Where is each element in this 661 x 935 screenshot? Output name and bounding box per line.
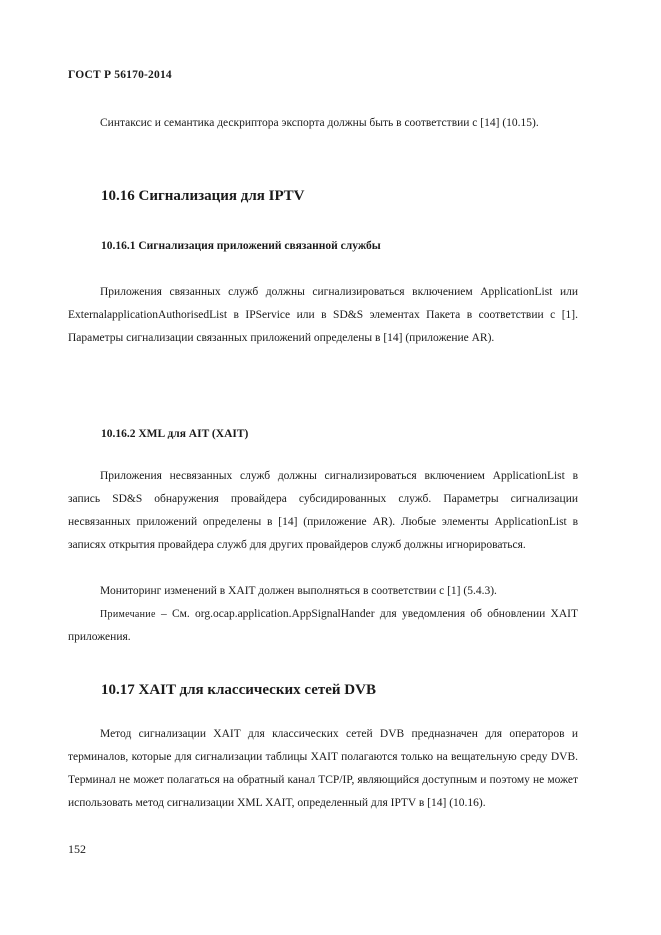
section-10-16-1-paragraph: Приложения связанных служб должны сигнализироваться включением ApplicationList или ExternalapplicationAuthorisedList в IPService или в SD&S элементах Пакета в соответствии с [1]. Параметры сигнализации связанных приложений определены в [14] (приложение AR). bbox=[68, 286, 578, 344]
section-10-17-heading: 10.17 XAIT для классических сетей DVB bbox=[101, 682, 376, 698]
note-text: – См. org.ocap.application.AppSignalHander для уведомления об обновлении XAIT приложения. bbox=[68, 608, 578, 643]
section-10-17-paragraph: Метод сигнализации XAIT для классических сетей DVB предназначен для операторов и терминалов, которые для сигнализации таблицы XAIT полагаются только на вещательную среду DVB. Терминал не может полагаться на обратный канал TCP/IP, являющийся доступным и поэтому не может использовать метод сигнализации XML XAIT, определенный для IPTV в [14] (10.16). bbox=[68, 728, 578, 809]
note-paragraph bbox=[68, 603, 578, 649]
section-10-16-2-heading: 10.16.2 XML для AIT (XAIT) bbox=[101, 428, 249, 440]
section-10-16-1-heading: 10.16.1 Сигнализация приложений связанной службы bbox=[101, 240, 381, 252]
section-10-16-heading: 10.16 Сигнализация для IPTV bbox=[101, 188, 305, 204]
section-10-16-2-paragraph: Приложения несвязанных служб должны сигнализироваться включением ApplicationList в запись SD&S обнаружения провайдера субсидированных служб. Параметры сигнализации несвязанных приложений определены в [14] (приложение AR). Любые элементы ApplicationList в записях открытия провайдера служб для других провайдеров служб должны игнорироваться. bbox=[68, 470, 578, 551]
document-header: ГОСТ Р 56170-2014 bbox=[68, 69, 172, 81]
page-number: 152 bbox=[68, 842, 86, 856]
note-label: Примечание bbox=[100, 609, 156, 620]
monitoring-paragraph: Мониторинг изменений в XAIT должен выполняться в соответствии с [1] (5.4.3). bbox=[100, 585, 497, 597]
intro-paragraph: Синтаксис и семантика дескриптора экспорта должны быть в соответствии с [14] (10.15). bbox=[100, 117, 539, 129]
